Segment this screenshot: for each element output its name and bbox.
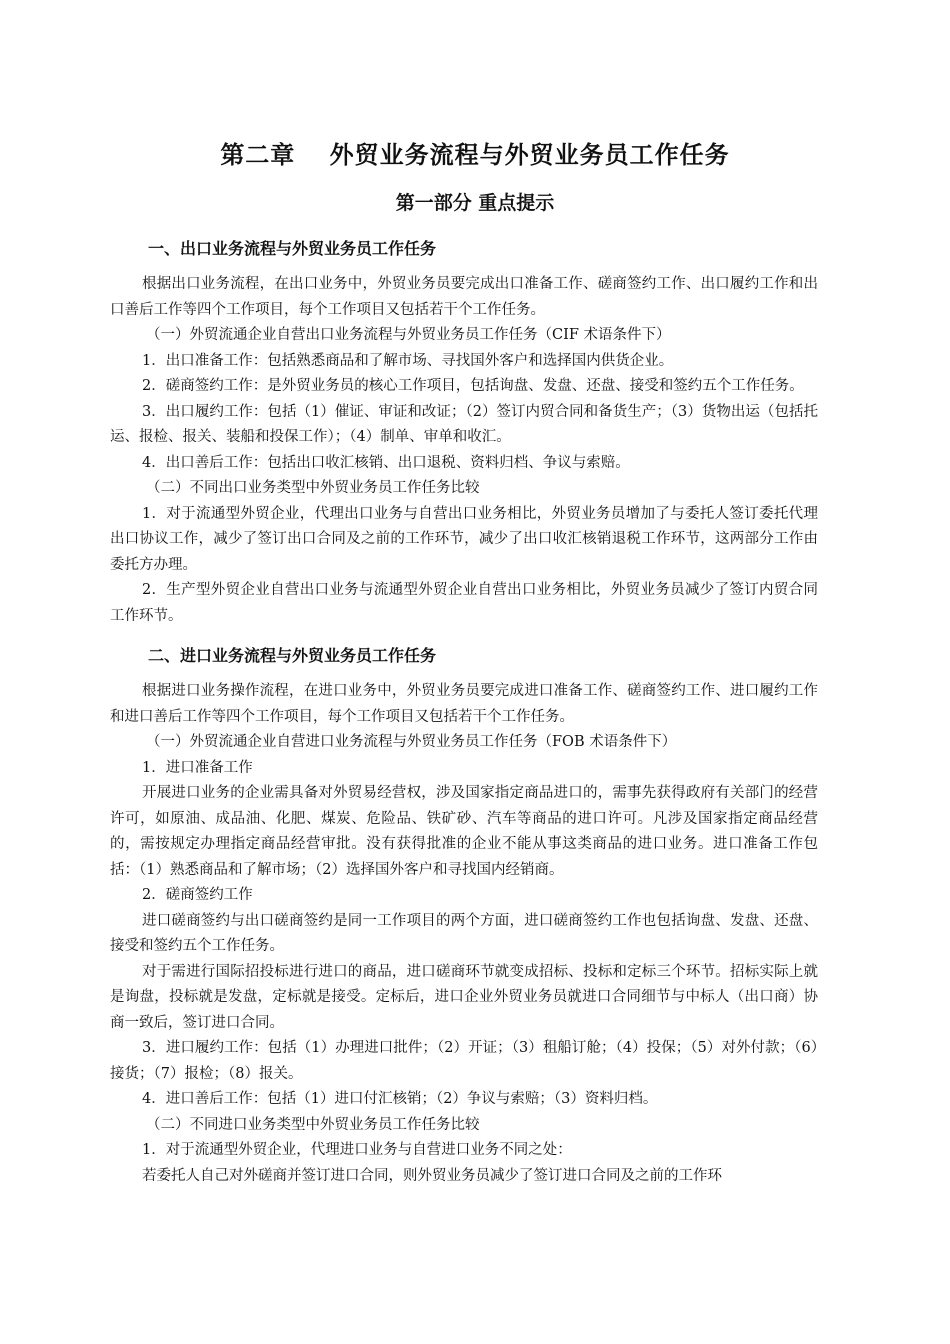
section-heading-export: 一、出口业务流程与外贸业务员工作任务 — [148, 239, 437, 258]
section-heading-import: 二、进口业务流程与外贸业务员工作任务 — [148, 646, 437, 665]
paragraph: 3．进口履约工作：包括（1）办理进口批件；（2）开证；（3）租船订舱；（4）投保；（5）对外付款；（6）接货；（7）报检；（8）报关。 — [110, 1040, 818, 1082]
paragraph: 根据出口业务流程，在出口业务中，外贸业务员要完成出口准备工作、磋商签约工作、出口履约工作和出口善后工作等四个工作项目，每个工作项目又包括若干个工作任务。 — [110, 276, 818, 318]
sub-heading: （二）不同进口业务类型中外贸业务员工作任务比较 — [146, 1116, 480, 1133]
paragraph: 4．出口善后工作：包括出口收汇核销、出口退税、资料归档、争议与索赔。 — [142, 454, 630, 471]
paragraph: 1．对于流通型外贸企业，代理进口业务与自营进口业务不同之处： — [142, 1142, 572, 1158]
sub-heading: （一）外贸流通企业自营出口业务流程与外贸业务员工作任务（CIF 术语条件下） — [146, 327, 671, 343]
paragraph: 2．生产型外贸企业自营出口业务与流通型外贸企业自营出口业务相比，外贸业务员减少了签订内贸合同工作环节。 — [110, 582, 818, 624]
paragraph: 2．磋商签约工作：是外贸业务员的核心工作项目，包括询盘、发盘、还盘、接受和签约五个工作任务。 — [142, 378, 804, 394]
paragraph: 开展进口业务的企业需具备对外贸易经营权，涉及国家指定商品进口的，需事先获得政府有关部门的经营许可，如原油、成品油、化肥、煤炭、危险品、铁矿砂、汽车等商品的进口许可。凡涉及国家指定商品经营的，需按规定办理指定商品经营审批。没有获得批准的企业不能从事这类商品的进口业务。进口准备工作包括：（1）熟悉商品和了解市场；（2）选择国外客户和寻找国内经销商。 — [110, 785, 818, 878]
paragraph: 1．进口准备工作 — [142, 759, 253, 776]
paragraph: 1．对于流通型外贸企业，代理出口业务与自营出口业务相比，外贸业务员增加了与委托人签订委托代理出口协议工作，减少了签订出口合同及之前的工作环节，减少了出口收汇核销退税工作环节，这两部分工作由委托方办理。 — [110, 505, 818, 573]
paragraph: 若委托人自己对外磋商并签订进口合同，则外贸业务员减少了签订进口合同及之前的工作环 — [142, 1167, 722, 1184]
sub-heading: （一）外贸流通企业自营进口业务流程与外贸业务员工作任务（FOB 术语条件下） — [146, 734, 677, 750]
part-subtitle: 第一部分 重点提示 — [395, 192, 555, 214]
paragraph: 2．磋商签约工作 — [142, 887, 253, 903]
paragraph: 进口磋商签约与出口磋商签约是同一工作项目的两个方面，进口磋商签约工作也包括询盘、发盘、还盘、接受和签约五个工作任务。 — [110, 912, 818, 954]
paragraph: 4．进口善后工作：包括（1）进口付汇核销；（2）争议与索赔；（3）资料归档。 — [142, 1091, 658, 1107]
document-body — [110, 232, 818, 1189]
paragraph: 根据进口业务操作流程，在进口业务中，外贸业务员要完成进口准备工作、磋商签约工作、进口履约工作和进口善后工作等四个工作项目，每个工作项目又包括若干个工作任务。 — [110, 683, 818, 725]
paragraph: 1．出口准备工作：包括熟悉商品和了解市场、寻找国外客户和选择国内供货企业。 — [142, 352, 674, 369]
paragraph: 对于需进行国际招投标进行进口的商品，进口磋商环节就变成招标、投标和定标三个环节。招标实际上就是询盘，投标就是发盘，定标就是接受。定标后，进口企业外贸业务员就进口合同细节与中标人（出口商）协商一致后，签订进口合同。 — [110, 963, 818, 1031]
sub-heading: （二）不同出口业务类型中外贸业务员工作任务比较 — [146, 480, 480, 496]
paragraph: 3．出口履约工作：包括（1）催证、审证和改证；（2）签订内贸合同和备货生产；（3）货物出运（包括托运、报检、报关、装船和投保工作）；（4）制单、审单和收汇。 — [110, 403, 818, 445]
chapter-title: 第二章 外贸业务流程与外贸业务员工作任务 — [220, 141, 730, 169]
